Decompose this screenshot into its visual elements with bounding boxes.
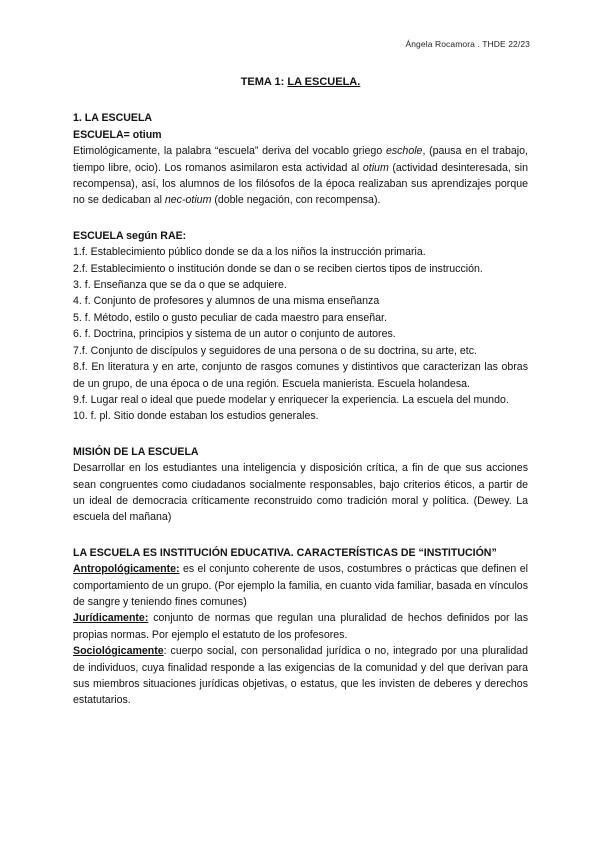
list-item: 3. f. Enseñanza que se da o que se adquiere. bbox=[73, 279, 287, 292]
term-nec-otium: nec-otium bbox=[164, 194, 212, 207]
section-heading-escuela: 1. LA ESCUELA bbox=[73, 112, 153, 125]
title-underlined: LA ESCUELA. bbox=[287, 76, 361, 88]
etymology-text-b: , (pausa en el trabajo, tiempo libre, ocio). Los romanos asimilaron esta actividad al bbox=[73, 145, 528, 174]
list-item: 6. f. Doctrina, principios y sistema de un autor o conjunto de autores. bbox=[73, 328, 396, 341]
sociologico-label: Sociológicamente bbox=[73, 645, 164, 658]
section-heading-institucion: LA ESCUELA ES INSTITUCIÓN EDUCATIVA. CARACTERÍSTICAS DE “INSTITUCIÓN” bbox=[73, 546, 497, 559]
etymology-paragraph bbox=[73, 143, 528, 209]
mision-paragraph: Desarrollar en los estudiantes una inteligencia y disposición crítica, a fin de que sus acciones sean congruentes como ciudadanos socialmente responsables, bajo criterios éticos, a partir de un ideal de democracia críticamente reconstruido como tradición moral y política. (Dewey. La escuela del mañana) bbox=[73, 462, 528, 524]
document-body bbox=[73, 74, 528, 709]
term-otium: otium bbox=[362, 161, 389, 174]
rae-definition-list bbox=[73, 244, 528, 424]
list-item: 1.f. Establecimiento público donde se da a los niños la instrucción primaria. bbox=[73, 246, 426, 259]
list-item: 7.f. Conjunto de discípulos y seguidores de una persona o de su doctrina, su arte, etc. bbox=[73, 344, 477, 357]
antropologico-paragraph bbox=[73, 561, 528, 610]
etymology-text-a: Etimológicamente, la palabra “escuela” deriva del vocablo griego bbox=[73, 145, 386, 158]
etymology-text-c: (actividad desinteresada, sin recompensa), así, los alumnos de los filósofos de la época realizaban sus aprendizajes porque no se dedicaban al bbox=[73, 161, 528, 207]
list-item: 2.f. Establecimiento o institución donde se dan o se reciben ciertos tipos de instrucción. bbox=[73, 262, 483, 275]
section-heading-mision: MISIÓN DE LA ESCUELA bbox=[73, 445, 199, 458]
sociologico-paragraph bbox=[73, 643, 528, 709]
list-item: 8.f. En literatura y en arte, conjunto de rasgos comunes y distintivos que caracterizan las obras de un grupo, de una época o de una región. Escuela manierista. Escuela holandesa. bbox=[73, 361, 528, 390]
title-prefix: TEMA 1: bbox=[240, 76, 288, 88]
page-title bbox=[73, 74, 528, 90]
term-eschole: eschole bbox=[385, 145, 423, 158]
etymology-text-d: (doble negación, con recompensa). bbox=[211, 194, 381, 207]
list-item: 5. f. Método, estilo o gusto peculiar de cada maestro para enseñar. bbox=[73, 311, 387, 324]
author-note: Ángela Rocamora . THDE 22/23 bbox=[405, 39, 530, 49]
sociologico-text: : cuerpo social, con personalidad jurídica o no, integrado por una pluralidad de individuos, cuya finalidad responde a las exigencias de la comunidad y del que derivan para sus miembros situaciones jurídicas objetivas, o estatus, que les invisten de deberes y derechos estatutarios. bbox=[73, 645, 528, 707]
antropologico-label: Antropológicamente: bbox=[73, 563, 180, 576]
juridico-text: conjunto de normas que regulan una pluralidad de hechos definidos por las propias normas. Por ejemplo el estatuto de los profesores. bbox=[73, 612, 528, 641]
list-item: 10. f. pl. Sitio donde estaban los estudios generales. bbox=[73, 410, 319, 423]
section-subheading-otium: ESCUELA= otium bbox=[73, 128, 162, 141]
list-item: 4. f. Conjunto de profesores y alumnos de una misma enseñanza bbox=[73, 295, 380, 308]
juridico-label: Jurídicamente: bbox=[73, 612, 149, 625]
section-heading-rae: ESCUELA según RAE: bbox=[73, 229, 187, 242]
antropologico-text: es el conjunto coherente de usos, costumbres o prácticas que definen el comportamiento de un grupo. (Por ejemplo la familia, en cuanto vida familiar, basada en vínculos de sangre y teniendo fines comunes) bbox=[73, 563, 528, 608]
list-item: 9.f. Lugar real o ideal que puede modelar y enriquecer la experiencia. La escuela del mundo. bbox=[73, 393, 509, 406]
juridico-paragraph bbox=[73, 610, 528, 643]
